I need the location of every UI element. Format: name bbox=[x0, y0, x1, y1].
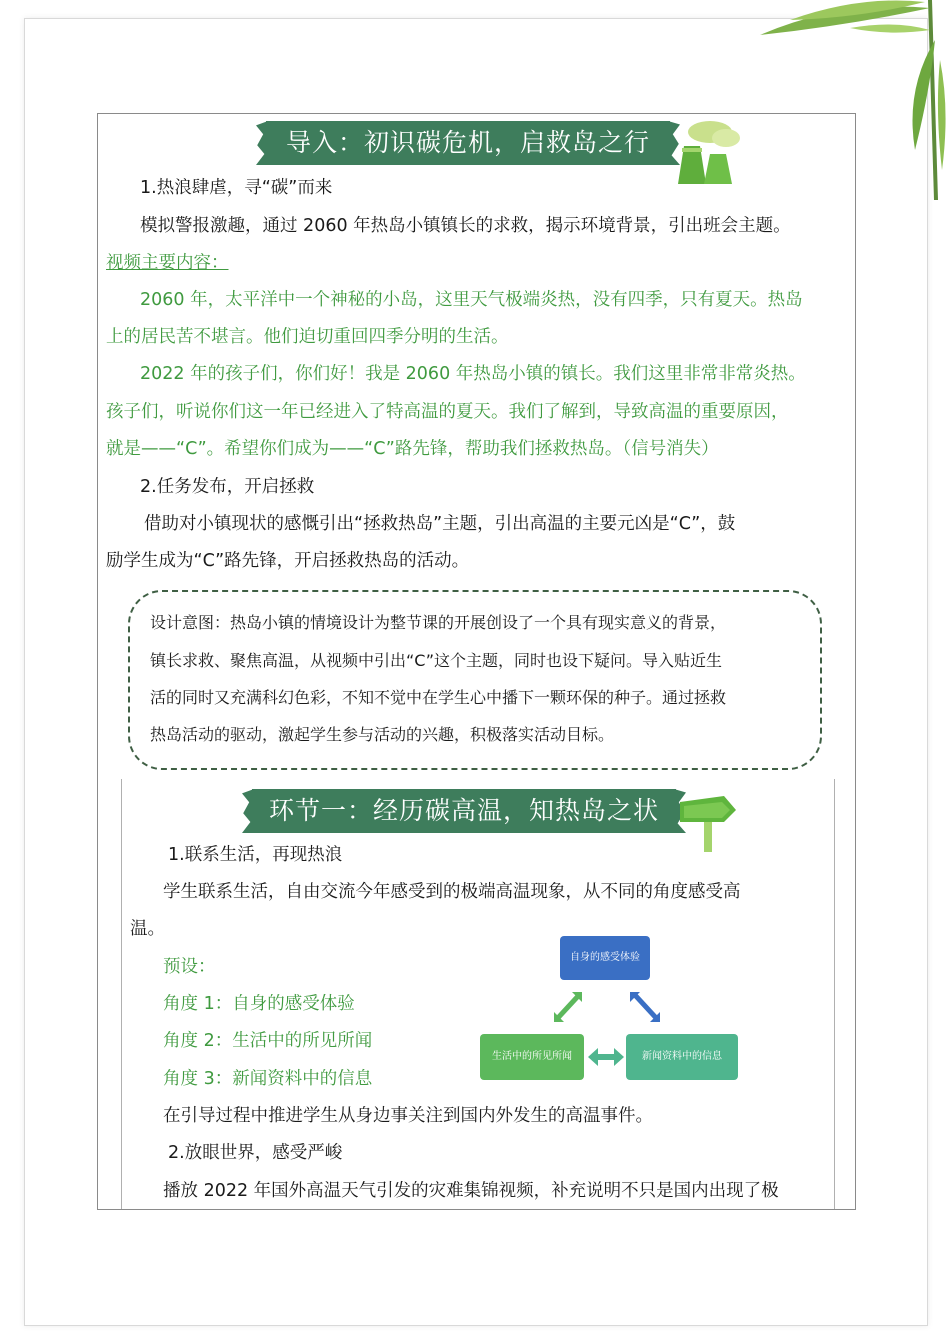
video-content-label: 视频主要内容： bbox=[106, 253, 229, 273]
intro-step2-heading: 2.任务发布，开启拯救 bbox=[140, 477, 315, 497]
angle-item: 角度 1：自身的感受体验 bbox=[163, 994, 355, 1014]
inner-border-left bbox=[121, 779, 122, 1209]
section-one-step1-line: 温。 bbox=[130, 919, 165, 939]
design-intent-line: 活的同时又充满科幻色彩，不知不觉中在学生心中播下一颗环保的种子。通过拯救 bbox=[150, 688, 727, 707]
video-line: 孩子们，听说你们这一年已经进入了特高温的夏天。我们了解到，导致高温的重要原因， bbox=[106, 402, 789, 422]
inner-border-right bbox=[834, 779, 835, 1209]
guide-text: 在引导过程中推进学生从身边事关注到国内外发生的高温事件。 bbox=[163, 1106, 653, 1126]
angle-item: 角度 2：生活中的所见所闻 bbox=[163, 1031, 373, 1051]
intro-banner-title: 导入：初识碳危机，启救岛之行 bbox=[285, 128, 650, 157]
video-line: 上的居民苦不堪言。他们迫切重回四季分明的生活。 bbox=[106, 327, 509, 347]
section-one-step1-heading: 1.联系生活，再现热浪 bbox=[168, 845, 343, 865]
double-arrow-icon bbox=[628, 990, 664, 1024]
diagram-node-self-experience: 自身的感受体验 bbox=[560, 936, 650, 980]
angle-item: 角度 3：新闻资料中的信息 bbox=[163, 1069, 373, 1089]
double-arrow-icon bbox=[588, 1046, 624, 1068]
section-one-banner-title: 环节一：经历碳高温，知热岛之状 bbox=[268, 796, 659, 825]
intro-step1-heading: 1.热浪肆虐，寻“碳”而来 bbox=[140, 178, 333, 198]
diagram-node-daily-life: 生活中的所见所闻 bbox=[480, 1034, 584, 1080]
intro-banner bbox=[266, 121, 670, 165]
intro-step1-desc: 模拟警报激趣，通过 2060 年热岛小镇镇长的求救，揭示环境背景，引出班会主题。 bbox=[140, 216, 791, 236]
section-one-banner bbox=[252, 789, 676, 833]
design-intent-line: 镇长求救、聚焦高温，从视频中引出“C”这个主题，同时也设下疑问。导入贴近生 bbox=[150, 651, 723, 670]
diagram-node-news-info: 新闻资料中的信息 bbox=[626, 1034, 738, 1080]
double-arrow-icon bbox=[550, 990, 586, 1024]
section-one-step2-heading: 2.放眼世界，感受严峻 bbox=[168, 1143, 343, 1163]
video-line: 2060 年，太平洋中一个神秘的小岛，这里天气极端炎热，没有四季，只有夏天。热岛 bbox=[140, 290, 803, 310]
signpost-icon bbox=[676, 792, 738, 854]
section-one-step2-text: 播放 2022 年国外高温天气引发的灾难集锦视频，补充说明不只是国内出现了极 bbox=[163, 1181, 779, 1201]
factory-chimney-icon bbox=[670, 118, 744, 186]
intro-step2-line: 励学生成为“C”路先锋，开启拯救热岛的活动。 bbox=[106, 551, 470, 571]
intro-step2-line: 借助对小镇现状的感慨引出“拯救热岛”主题，引出高温的主要元凶是“C”，鼓 bbox=[144, 514, 736, 534]
design-intent-line: 热岛活动的驱动，激起学生参与活动的兴趣，积极落实活动目标。 bbox=[150, 725, 615, 744]
preset-label: 预设： bbox=[163, 957, 216, 977]
section-one-step1-line: 学生联系生活，自由交流今年感受到的极端高温现象，从不同的角度感受高 bbox=[163, 882, 741, 902]
video-line: 2022 年的孩子们，你们好！我是 2060 年热岛小镇的镇长。我们这里非常非常炎热。 bbox=[140, 364, 806, 384]
video-line: 就是——“C”。希望你们成为——“C”路先锋，帮助我们拯救热岛。（信号消失） bbox=[106, 439, 719, 459]
design-intent-line: 设计意图：热岛小镇的情境设计为整节课的开展创设了一个具有现实意义的背景， bbox=[150, 613, 727, 632]
